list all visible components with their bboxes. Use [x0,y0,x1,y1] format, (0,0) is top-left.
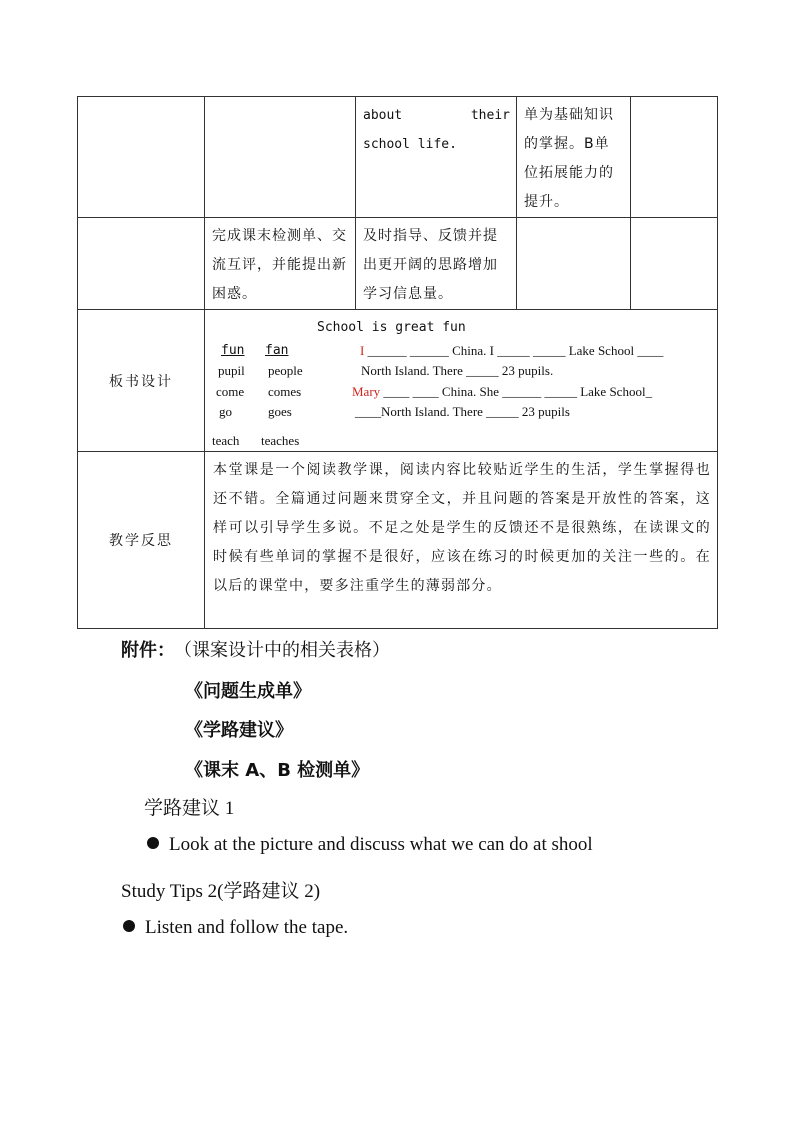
cell-text: 单为基础知识的掌握。B单位拓展能力的提升。 [524,107,614,210]
board-design-cell [205,310,718,452]
word: pupil [218,363,245,378]
study-tip-bullet [147,834,593,856]
fill-in-line [360,343,663,359]
table-cell [631,218,718,310]
word: fun [221,343,245,358]
table-row [78,218,718,310]
table-cell [205,97,356,218]
bullet-text: Look at the picture and discuss what we can do at shool [169,834,593,855]
table-cell [517,97,631,218]
attachment-item: 《学路建议》 [185,720,293,741]
table-row [78,310,718,452]
cell-text: 及时指导、反馈并提出更开阔的思路增加学习信息量。 [363,228,498,302]
fill-in-text: ____ ____ China. She ______ _____ Lake School_ [380,384,653,399]
table-cell [205,218,356,310]
attachment-line [121,636,390,662]
study-tip-heading: Study Tips 2(学路建议 2) [121,881,321,902]
reflection-text: 本堂课是一个阅读教学课，阅读内容比较贴近学生的生活，学生掌握得也还不错。全篇通过问题来贯穿全文，并且问题的答案是开放性的答案，这样可以引导学生多说。不足之处是学生的反馈还不是很熟练，在读课文的时候有些单词的掌握不是很好，应该在练习的时候更加的关注一些的。在以后的课堂中，要多注重学生的薄弱部分。 [213,462,711,594]
cell-text: their [470,108,510,123]
bullet-icon [147,837,159,849]
table-cell [78,218,205,310]
bullet-text: Listen and follow the tape. [145,917,349,938]
board-design-label: 板书设计 [78,310,205,452]
table-row [78,97,718,218]
attachment-item: 《问题生成单》 [185,681,311,702]
word: goes [268,404,292,419]
study-tip-heading: 学路建议 1 [144,798,235,819]
lesson-plan-table [77,96,718,629]
fill-in-line: ____North Island. There _____ 23 pupils [355,404,570,419]
attachment-title: 附件： [121,640,175,661]
attachment-item: 《课末 A、B 检测单》 [185,760,370,781]
cell-text: 完成课末检测单、交流互评，并能提出新困惑。 [212,228,347,302]
fill-in-line [352,384,652,400]
reflection-label: 教学反思 [78,452,205,629]
reflection-cell [205,452,718,629]
word: fan [265,343,289,358]
table-row [78,452,718,629]
fill-in-text: ______ ______ China. I _____ _____ Lake School ____ [364,343,664,358]
attachment-subtitle: （课案设计中的相关表格） [183,640,390,661]
table-cell [356,97,517,218]
table-cell [356,218,517,310]
cell-text: school life. [363,137,457,152]
bullet-icon [123,920,135,932]
word: comes [268,384,302,399]
highlight-word: I [360,343,365,358]
word: teaches [261,433,300,448]
fill-in-line: North Island. There _____ 23 pupils. [361,363,554,378]
word: people [268,363,303,378]
table-cell [517,218,631,310]
table-cell [78,97,205,218]
cell-text: about [363,108,403,123]
word: go [219,404,232,419]
board-title: School is great fun [317,320,466,335]
word: teach [212,433,240,448]
table-cell [631,97,718,218]
word: come [216,384,245,399]
highlight-word: Mary [352,384,381,399]
study-tip-bullet [123,917,348,939]
